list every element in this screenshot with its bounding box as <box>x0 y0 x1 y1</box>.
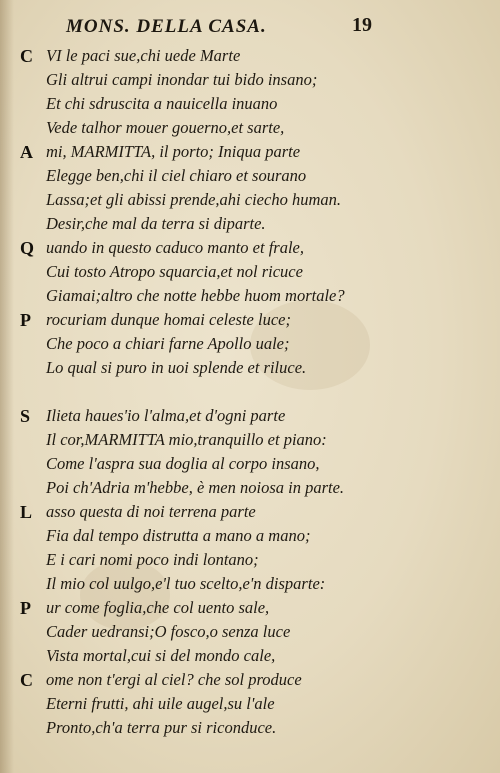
verse-line <box>20 332 392 356</box>
verse-line <box>20 236 392 260</box>
running-title: MONS. DELLA CASA. <box>66 16 267 37</box>
verse-text: Cader uedransi;O fosco,o senza luce <box>46 622 291 641</box>
verse-line <box>20 260 392 284</box>
verse-line <box>20 308 392 332</box>
initial-letter: C <box>20 670 33 690</box>
initial-letter: P <box>20 310 31 330</box>
verse-text: mi, MARMITTA, il porto; Iniqua parte <box>46 142 301 161</box>
verse-text: Et chi sdruscita a nauicella inuano <box>46 94 278 113</box>
verse-text: ome non t'ergi al ciel? che sol produce <box>46 670 302 689</box>
verse-text: Lassa;et gli abissi prende,ahi ciecho human. <box>46 190 341 209</box>
verse-text: asso questa di noi terrena parte <box>46 502 256 521</box>
sonnet-2-quatrain-1 <box>20 404 392 500</box>
verse-text: Elegge ben,chi il ciel chiaro et sourano <box>46 166 307 185</box>
verse-text: Giamai;altro che notte hebbe huom mortale? <box>46 286 345 305</box>
initial-letter: L <box>20 502 33 522</box>
poem-text <box>20 44 392 740</box>
verse-line <box>20 524 392 548</box>
verse-line <box>20 428 392 452</box>
sonnet-1-tercet-2 <box>20 308 392 380</box>
verse-text: Pronto,ch'a terra pur si riconduce. <box>46 718 277 737</box>
verse-text: Vede talhor mouer gouerno,et sarte, <box>46 118 285 137</box>
sonnet-2-quatrain-2 <box>20 500 392 596</box>
verse-text: Il cor,MARMITTA mio,tranquillo et piano: <box>46 430 327 449</box>
page-number: 19 <box>352 14 372 36</box>
verse-line <box>20 668 392 692</box>
verse-text: Lo qual si puro in uoi splende et riluce. <box>46 358 307 377</box>
sonnet-1-quatrain-1 <box>20 44 392 140</box>
initial-letter: C <box>20 46 33 66</box>
sonnet-separator <box>20 380 392 404</box>
sonnet-2-tercet-2 <box>20 668 392 740</box>
gutter-shadow <box>0 0 14 773</box>
verse-line <box>20 644 392 668</box>
verse-text: Fia dal tempo distrutta a mano a mano; <box>46 526 311 545</box>
verse-line <box>20 44 392 68</box>
initial-letter: A <box>20 142 33 162</box>
verse-line <box>20 92 392 116</box>
sonnet-1-quatrain-2 <box>20 140 392 236</box>
verse-line <box>20 620 392 644</box>
verse-text: Desir,che mal da terra si diparte. <box>46 214 266 233</box>
sonnet-1-tercet-1 <box>20 236 392 308</box>
verse-line <box>20 212 392 236</box>
verse-text: ur come foglia,che col uento sale, <box>46 598 270 617</box>
verse-text: Come l'aspra sua doglia al corpo insano, <box>46 454 320 473</box>
sonnet-2-tercet-1 <box>20 596 392 668</box>
verse-line <box>20 356 392 380</box>
verse-line <box>20 500 392 524</box>
verse-line <box>20 716 392 740</box>
verse-text: Ilieta haues'io l'alma,et d'ogni parte <box>46 406 286 425</box>
initial-letter: S <box>20 406 31 426</box>
verse-line <box>20 452 392 476</box>
verse-line <box>20 572 392 596</box>
verse-line <box>20 164 392 188</box>
verse-text: Cui tosto Atropo squarcia,et nol ricuce <box>46 262 303 281</box>
verse-line <box>20 476 392 500</box>
verse-text: Gli altrui campi inondar tui bido insano; <box>46 70 318 89</box>
verse-line <box>20 596 392 620</box>
verse-text: Poi ch'Adria m'hebbe, è men noiosa in parte. <box>46 478 345 497</box>
verse-text: rocuriam dunque homai celeste luce; <box>46 310 291 329</box>
verse-text: VI le paci sue,chi uede Marte <box>46 46 241 65</box>
verse-line <box>20 68 392 92</box>
verse-text: Eterni frutti, ahi uile augel,su l'ale <box>46 694 275 713</box>
verse-text: Il mio col uulgo,e'l tuo scelto,e'n disparte: <box>46 574 326 593</box>
verse-line <box>20 404 392 428</box>
verse-line <box>20 692 392 716</box>
verse-line <box>20 140 392 164</box>
initial-letter: P <box>20 598 31 618</box>
verse-line <box>20 188 392 212</box>
verse-line <box>20 284 392 308</box>
initial-letter: Q <box>20 238 35 258</box>
verse-text: uando in questo caduco manto et frale, <box>46 238 305 257</box>
verse-line <box>20 548 392 572</box>
verse-text: Che poco a chiari farne Apollo uale; <box>46 334 290 353</box>
verse-text: E i cari nomi poco indi lontano; <box>46 550 259 569</box>
verse-text: Vista mortal,cui si del mondo cale, <box>46 646 276 665</box>
verse-line <box>20 116 392 140</box>
